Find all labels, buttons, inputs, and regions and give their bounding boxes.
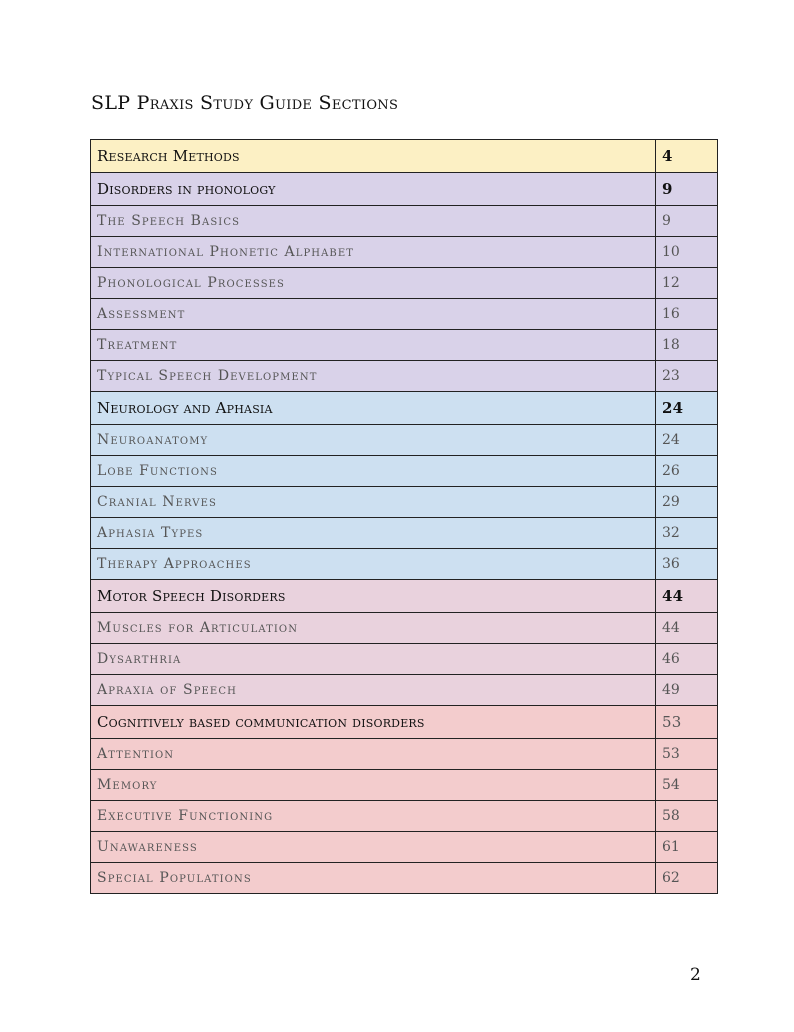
toc-subsection-row: [91, 549, 718, 580]
toc-page-number: 53: [656, 706, 718, 739]
toc-page-number: 53: [656, 739, 718, 770]
toc-subsection-title: Muscles for Articulation: [91, 613, 656, 644]
toc-page-number: 24: [656, 392, 718, 425]
toc-page-number: 44: [656, 580, 718, 613]
toc-subsection-title: Cranial Nerves: [91, 487, 656, 518]
toc-page-number: 9: [656, 206, 718, 237]
toc-page-number: 9: [656, 173, 718, 206]
toc-subsection-row: [91, 361, 718, 392]
toc-section-row: [91, 392, 718, 425]
toc-subsection-title: Phonological Processes: [91, 268, 656, 299]
toc-section-row: [91, 706, 718, 739]
toc-page-number: 16: [656, 299, 718, 330]
toc-subsection-row: [91, 518, 718, 549]
toc-subsection-row: [91, 801, 718, 832]
toc-subsection-title: Memory: [91, 770, 656, 801]
toc-subsection-title: Lobe Functions: [91, 456, 656, 487]
toc-subsection-row: [91, 613, 718, 644]
toc-page-number: 10: [656, 237, 718, 268]
toc-page-number: 49: [656, 675, 718, 706]
toc-subsection-title: Therapy Approaches: [91, 549, 656, 580]
toc-subsection-title: Aphasia Types: [91, 518, 656, 549]
page-title: SLP Praxis Study Guide Sections: [91, 92, 399, 114]
toc-subsection-title: Typical Speech Development: [91, 361, 656, 392]
toc-subsection-title: Executive Functioning: [91, 801, 656, 832]
toc-subsection-row: [91, 456, 718, 487]
toc-subsection-row: [91, 330, 718, 361]
toc-subsection-row: [91, 206, 718, 237]
toc-subsection-title: Special Populations: [91, 863, 656, 894]
toc-section-title: Disorders in phonology: [91, 173, 656, 206]
toc-subsection-row: [91, 268, 718, 299]
toc-section-title: Neurology and Aphasia: [91, 392, 656, 425]
toc-page-number: 62: [656, 863, 718, 894]
page-number: 2: [690, 965, 701, 985]
toc-page-number: 26: [656, 456, 718, 487]
toc-page-number: 46: [656, 644, 718, 675]
toc-section-title: Cognitively based communication disorders: [91, 706, 656, 739]
toc-page-number: 44: [656, 613, 718, 644]
toc-section-title: Research Methods: [91, 140, 656, 173]
toc-subsection-title: International Phonetic Alphabet: [91, 237, 656, 268]
toc-page-number: 58: [656, 801, 718, 832]
toc-page-number: 24: [656, 425, 718, 456]
toc-subsection-title: The Speech Basics: [91, 206, 656, 237]
toc-subsection-row: [91, 299, 718, 330]
toc-subsection-title: Dysarthria: [91, 644, 656, 675]
toc-subsection-row: [91, 237, 718, 268]
toc-subsection-row: [91, 675, 718, 706]
toc-section-row: [91, 140, 718, 173]
toc-page-number: 4: [656, 140, 718, 173]
toc-page-number: 29: [656, 487, 718, 518]
toc-page-number: 23: [656, 361, 718, 392]
toc-page-number: 12: [656, 268, 718, 299]
toc-subsection-row: [91, 739, 718, 770]
toc-subsection-row: [91, 425, 718, 456]
toc-page-number: 18: [656, 330, 718, 361]
toc-section-row: [91, 173, 718, 206]
toc-page-number: 54: [656, 770, 718, 801]
toc-section-row: [91, 580, 718, 613]
toc-page-number: 61: [656, 832, 718, 863]
toc-subsection-row: [91, 644, 718, 675]
toc-subsection-row: [91, 863, 718, 894]
toc-table: [90, 139, 718, 894]
toc-subsection-title: Unawareness: [91, 832, 656, 863]
toc-subsection-row: [91, 770, 718, 801]
toc-subsection-row: [91, 832, 718, 863]
toc-page-number: 32: [656, 518, 718, 549]
toc-subsection-title: Assessment: [91, 299, 656, 330]
toc-subsection-title: Treatment: [91, 330, 656, 361]
toc-subsection-title: Apraxia of Speech: [91, 675, 656, 706]
toc-subsection-title: Attention: [91, 739, 656, 770]
toc-page-number: 36: [656, 549, 718, 580]
toc-section-title: Motor Speech Disorders: [91, 580, 656, 613]
toc-subsection-title: Neuroanatomy: [91, 425, 656, 456]
toc-subsection-row: [91, 487, 718, 518]
